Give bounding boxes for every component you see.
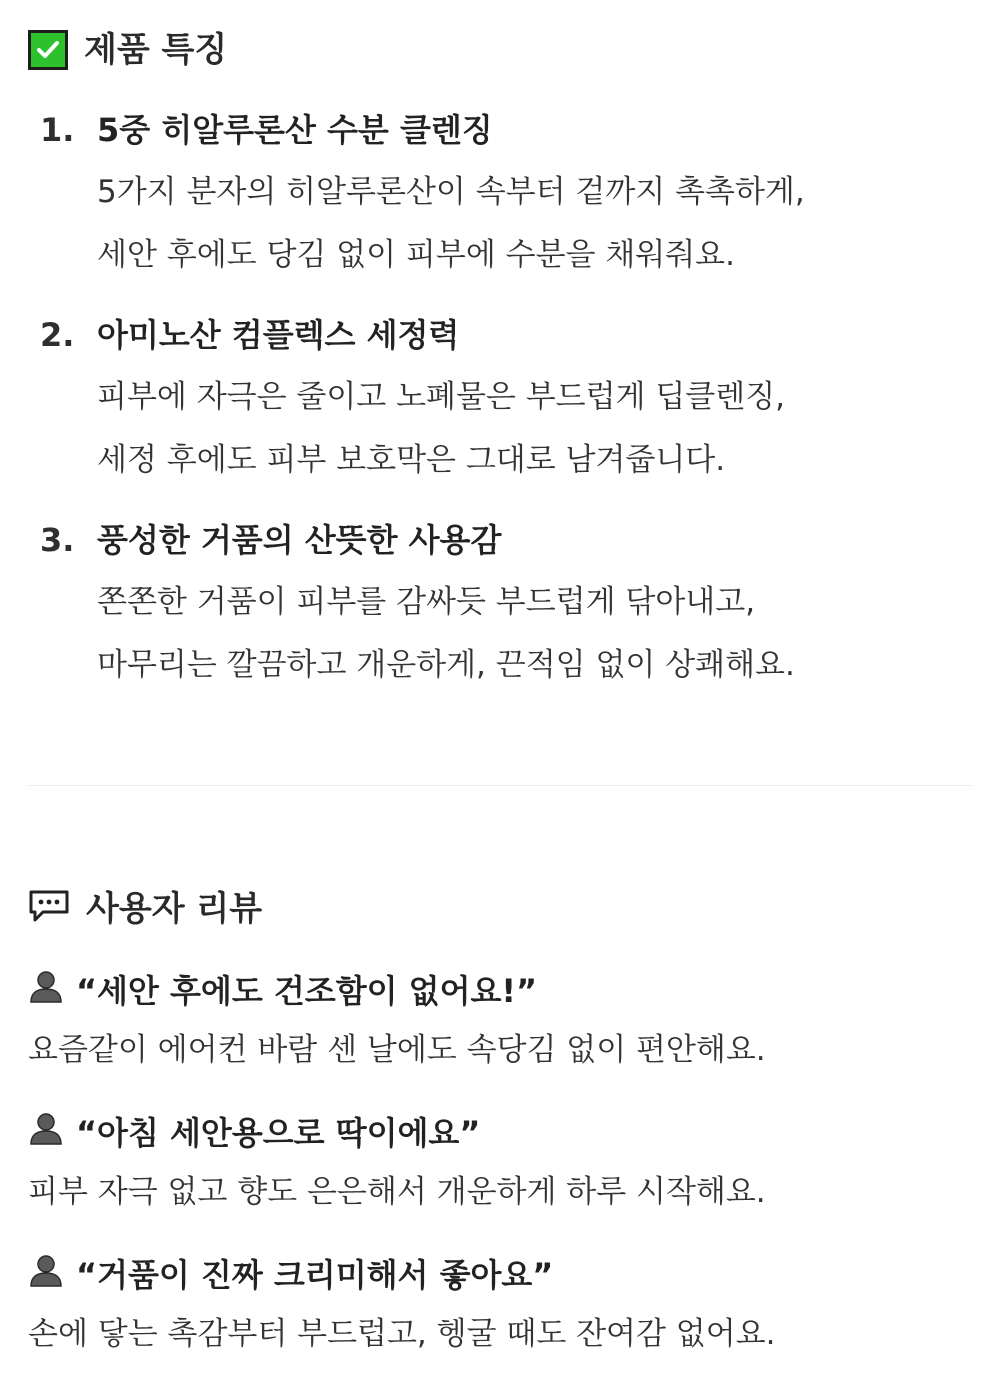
features-section-title [28,30,227,70]
feature-number: 2. [40,316,75,354]
review-quote-text: “거품이 진짜 크리미해서 좋아요” [76,1255,554,1294]
feature-item-3 [40,520,980,700]
feature-description-line: 마무리는 깔끔하고 개운하게, 끈적임 없이 상쾌해요. [97,647,795,683]
feature-number: 1. [40,111,75,149]
features-title-text: 제품 특징 [84,30,228,70]
review-quote [28,1252,553,1297]
review-body: 요즘같이 에어컨 바람 센 날에도 속당김 없이 편안해요. [28,1032,766,1068]
person-silhouette-icon [28,968,64,1013]
review-quote-text: “세안 후에도 건조함이 없어요!” [76,971,538,1010]
person-silhouette-icon [28,1252,64,1297]
person-silhouette-icon [28,1110,64,1155]
feature-description-line: 세안 후에도 당김 없이 피부에 수분을 채워줘요. [97,237,735,273]
review-quote [28,1110,480,1155]
feature-number: 3. [40,521,75,559]
review-quote-text: “아침 세안용으로 딱이에요” [76,1113,481,1152]
feature-description-line: 피부에 자극은 줄이고 노폐물은 부드럽게 딥클렌징, [97,379,785,415]
feature-item-2 [40,315,980,495]
feature-heading: 아미노산 컴플렉스 세정력 [97,316,460,354]
feature-description-line: 쫀쫀한 거품이 피부를 감싸듯 부드럽게 닦아내고, [97,584,756,620]
review-body: 손에 닿는 촉감부터 부드럽고, 헹굴 때도 잔여감 없어요. [28,1316,776,1352]
reviews-title-text: 사용자 리뷰 [86,889,263,929]
feature-heading: 풍성한 거품의 산뜻한 사용감 [97,521,502,559]
section-divider [28,785,972,786]
reviews-section-title [28,888,262,930]
speech-bubble-icon [28,888,70,930]
feature-description-line: 세정 후에도 피부 보호막은 그대로 남겨줍니다. [97,442,726,478]
feature-item-1 [40,110,980,290]
review-body: 피부 자극 없고 향도 은은해서 개운하게 하루 시작해요. [28,1174,766,1210]
feature-heading: 5중 히알루론산 수분 클렌징 [97,111,493,149]
feature-description-line: 5가지 분자의 히알루론산이 속부터 겉까지 촉촉하게, [97,174,805,210]
check-mark-button-icon [28,30,68,70]
review-quote [28,968,537,1013]
